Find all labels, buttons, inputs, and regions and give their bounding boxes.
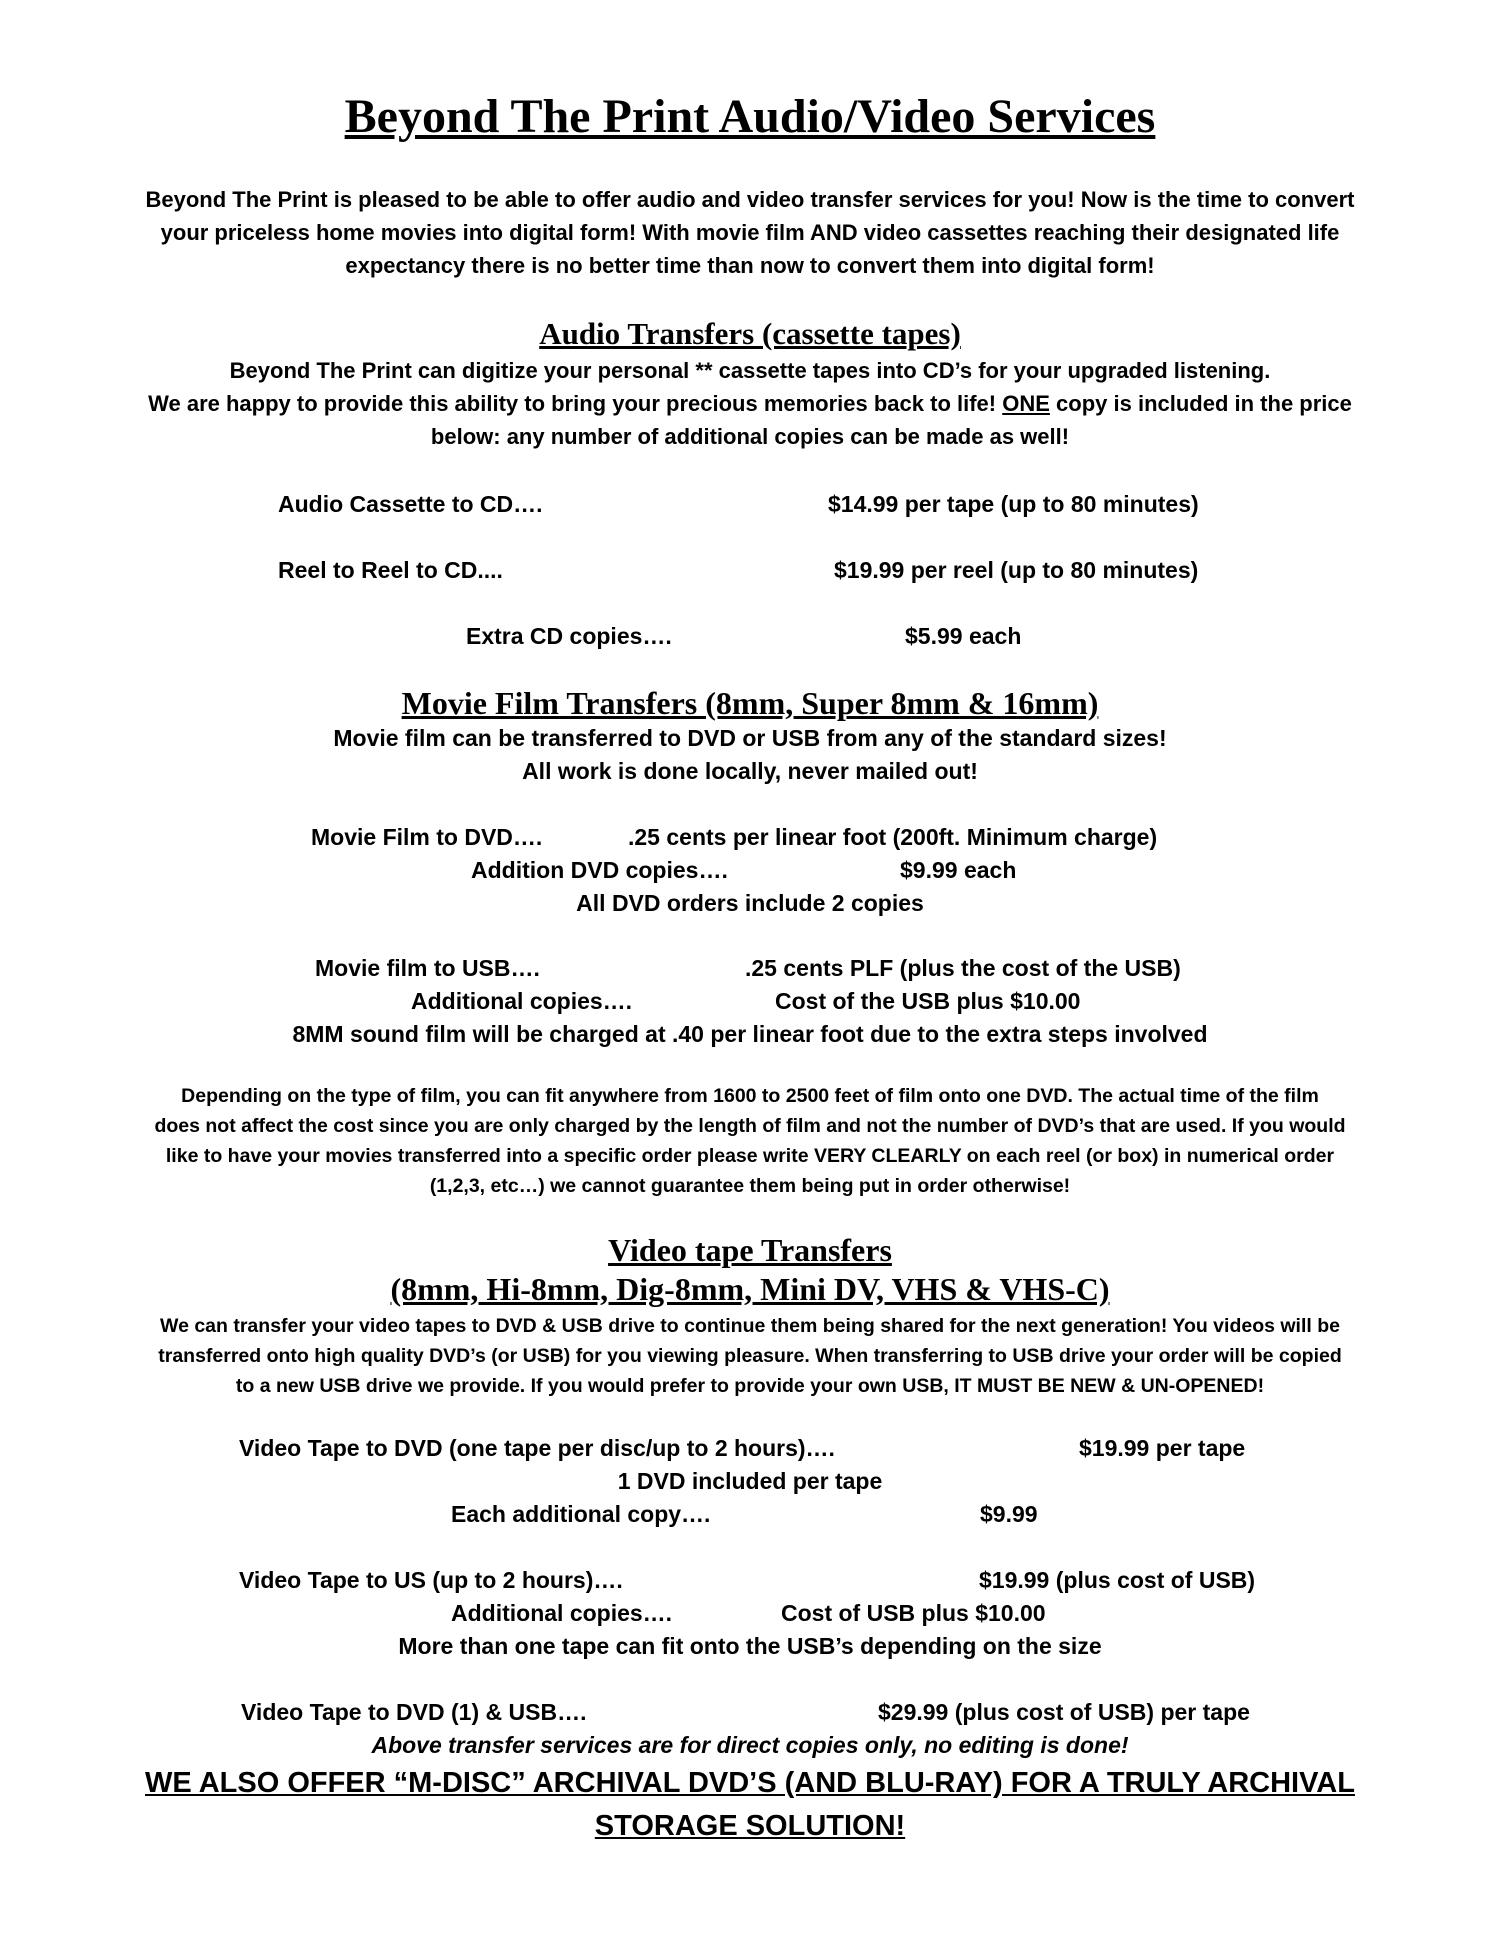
audio-heading: Audio Transfers (cassette tapes) [539, 316, 961, 351]
mdisc-offer: WE ALSO OFFER “M-DISC” ARCHIVAL DVD’S (AND BLU-RAY) FOR A TRULY ARCHIVAL [145, 1767, 1355, 1799]
price-value: $14.99 per tape (up to 80 minutes) [828, 491, 1199, 517]
price-value: $9.99 each [900, 857, 1017, 883]
price-label: Extra CD copies…. [466, 623, 672, 649]
usb-capacity-note: More than one tape can fit onto the USB’s depending on the size [398, 1633, 1102, 1659]
video-description: to a new USB drive we provide. If you would prefer to provide your own USB, IT MUST BE NEW & UN-OPENED! [235, 1375, 1265, 1397]
price-value: $19.99 (plus cost of USB) [979, 1567, 1256, 1593]
audio-description: below: any number of additional copies can be made as well! [430, 424, 1070, 449]
price-label: Additional copies…. [451, 1600, 673, 1626]
video-heading: Video tape Transfers [608, 1232, 892, 1268]
intro-line: your priceless home movies into digital form! With movie film AND video cassettes reaching their designated life [160, 220, 1340, 245]
film-details-line: does not affect the cost since you are only charged by the length of film and not the number of DVD’s that are used. If you would [154, 1115, 1346, 1137]
price-label: Movie Film to DVD…. [311, 824, 543, 850]
price-label: Additional copies…. [411, 988, 633, 1014]
page-title: Beyond The Print Audio/Video Services [344, 90, 1156, 143]
price-label: Video Tape to US (up to 2 hours)…. [239, 1567, 623, 1593]
price-value: .25 cents per linear foot (200ft. Minimum charge) [628, 824, 1158, 850]
video-description: transferred onto high quality DVD’s (or USB) for you viewing pleasure. When transferring to USB drive your order will be copied [158, 1345, 1342, 1367]
movie-description: All work is done locally, never mailed out! [522, 758, 978, 784]
film-details-line: like to have your movies transferred into a specific order please write VERY CLEARLY on each reel (or box) in numerical order [165, 1145, 1335, 1167]
price-value: $19.99 per tape [1079, 1435, 1246, 1461]
price-label: Audio Cassette to CD…. [278, 491, 543, 517]
video-description: We can transfer your video tapes to DVD & USB drive to continue them being shared for the next generation! You videos will be [160, 1315, 1340, 1337]
price-value: .25 cents PLF (plus the cost of the USB) [745, 955, 1181, 981]
price-label: Each additional copy…. [451, 1501, 711, 1527]
one-copy-emphasis: ONE [1002, 391, 1050, 416]
mdisc-offer: STORAGE SOLUTION! [594, 1810, 906, 1842]
price-value: Cost of the USB plus $10.00 [775, 988, 1081, 1014]
audio-description [0, 387, 1500, 420]
price-value: Cost of USB plus $10.00 [781, 1600, 1046, 1626]
price-label: Reel to Reel to CD.... [278, 557, 503, 583]
price-label: Movie film to USB…. [315, 955, 540, 981]
film-details-line: Depending on the type of film, you can fit anywhere from 1600 to 2500 feet of film onto one DVD. The actual time of the film [181, 1085, 1319, 1107]
price-label: Video Tape to DVD (1) & USB…. [241, 1699, 587, 1725]
sound-film-note: 8MM sound film will be charged at .40 per linear foot due to the extra steps involved [292, 1021, 1208, 1047]
movie-heading: Movie Film Transfers (8mm, Super 8mm & 16mm) [401, 685, 1099, 721]
price-label: Video Tape to DVD (one tape per disc/up to 2 hours)…. [239, 1435, 835, 1461]
dvd-note: All DVD orders include 2 copies [576, 890, 924, 916]
movie-description: Movie film can be transferred to DVD or USB from any of the standard sizes! [333, 725, 1167, 751]
price-value: $19.99 per reel (up to 80 minutes) [834, 557, 1199, 583]
audio-line2-end: copy is included in the price [1049, 391, 1352, 416]
price-label: Addition DVD copies…. [471, 857, 728, 883]
intro-line: expectancy there is no better time than now to convert them into digital form! [345, 253, 1155, 278]
price-value: $29.99 (plus cost of USB) per tape [878, 1699, 1250, 1725]
dvd-included-note: 1 DVD included per tape [617, 1468, 883, 1494]
no-editing-disclaimer: Above transfer services are for direct copies only, no editing is done! [371, 1732, 1129, 1758]
film-details-line: (1,2,3, etc…) we cannot guarantee them being put in order otherwise! [429, 1175, 1071, 1197]
intro-line: Beyond The Print is pleased to be able to offer audio and video transfer services for you! Now is the time to convert [145, 187, 1355, 212]
audio-line2-start: We are happy to provide this ability to bring your precious memories back to life! [148, 391, 1003, 416]
video-formats-heading: (8mm, Hi-8mm, Dig-8mm, Mini DV, VHS & VHS-C) [390, 1271, 1110, 1307]
price-value: $5.99 each [905, 623, 1022, 649]
price-value: $9.99 [980, 1501, 1038, 1527]
audio-description: Beyond The Print can digitize your personal ** cassette tapes into CD’s for your upgraded listening. [229, 358, 1271, 383]
